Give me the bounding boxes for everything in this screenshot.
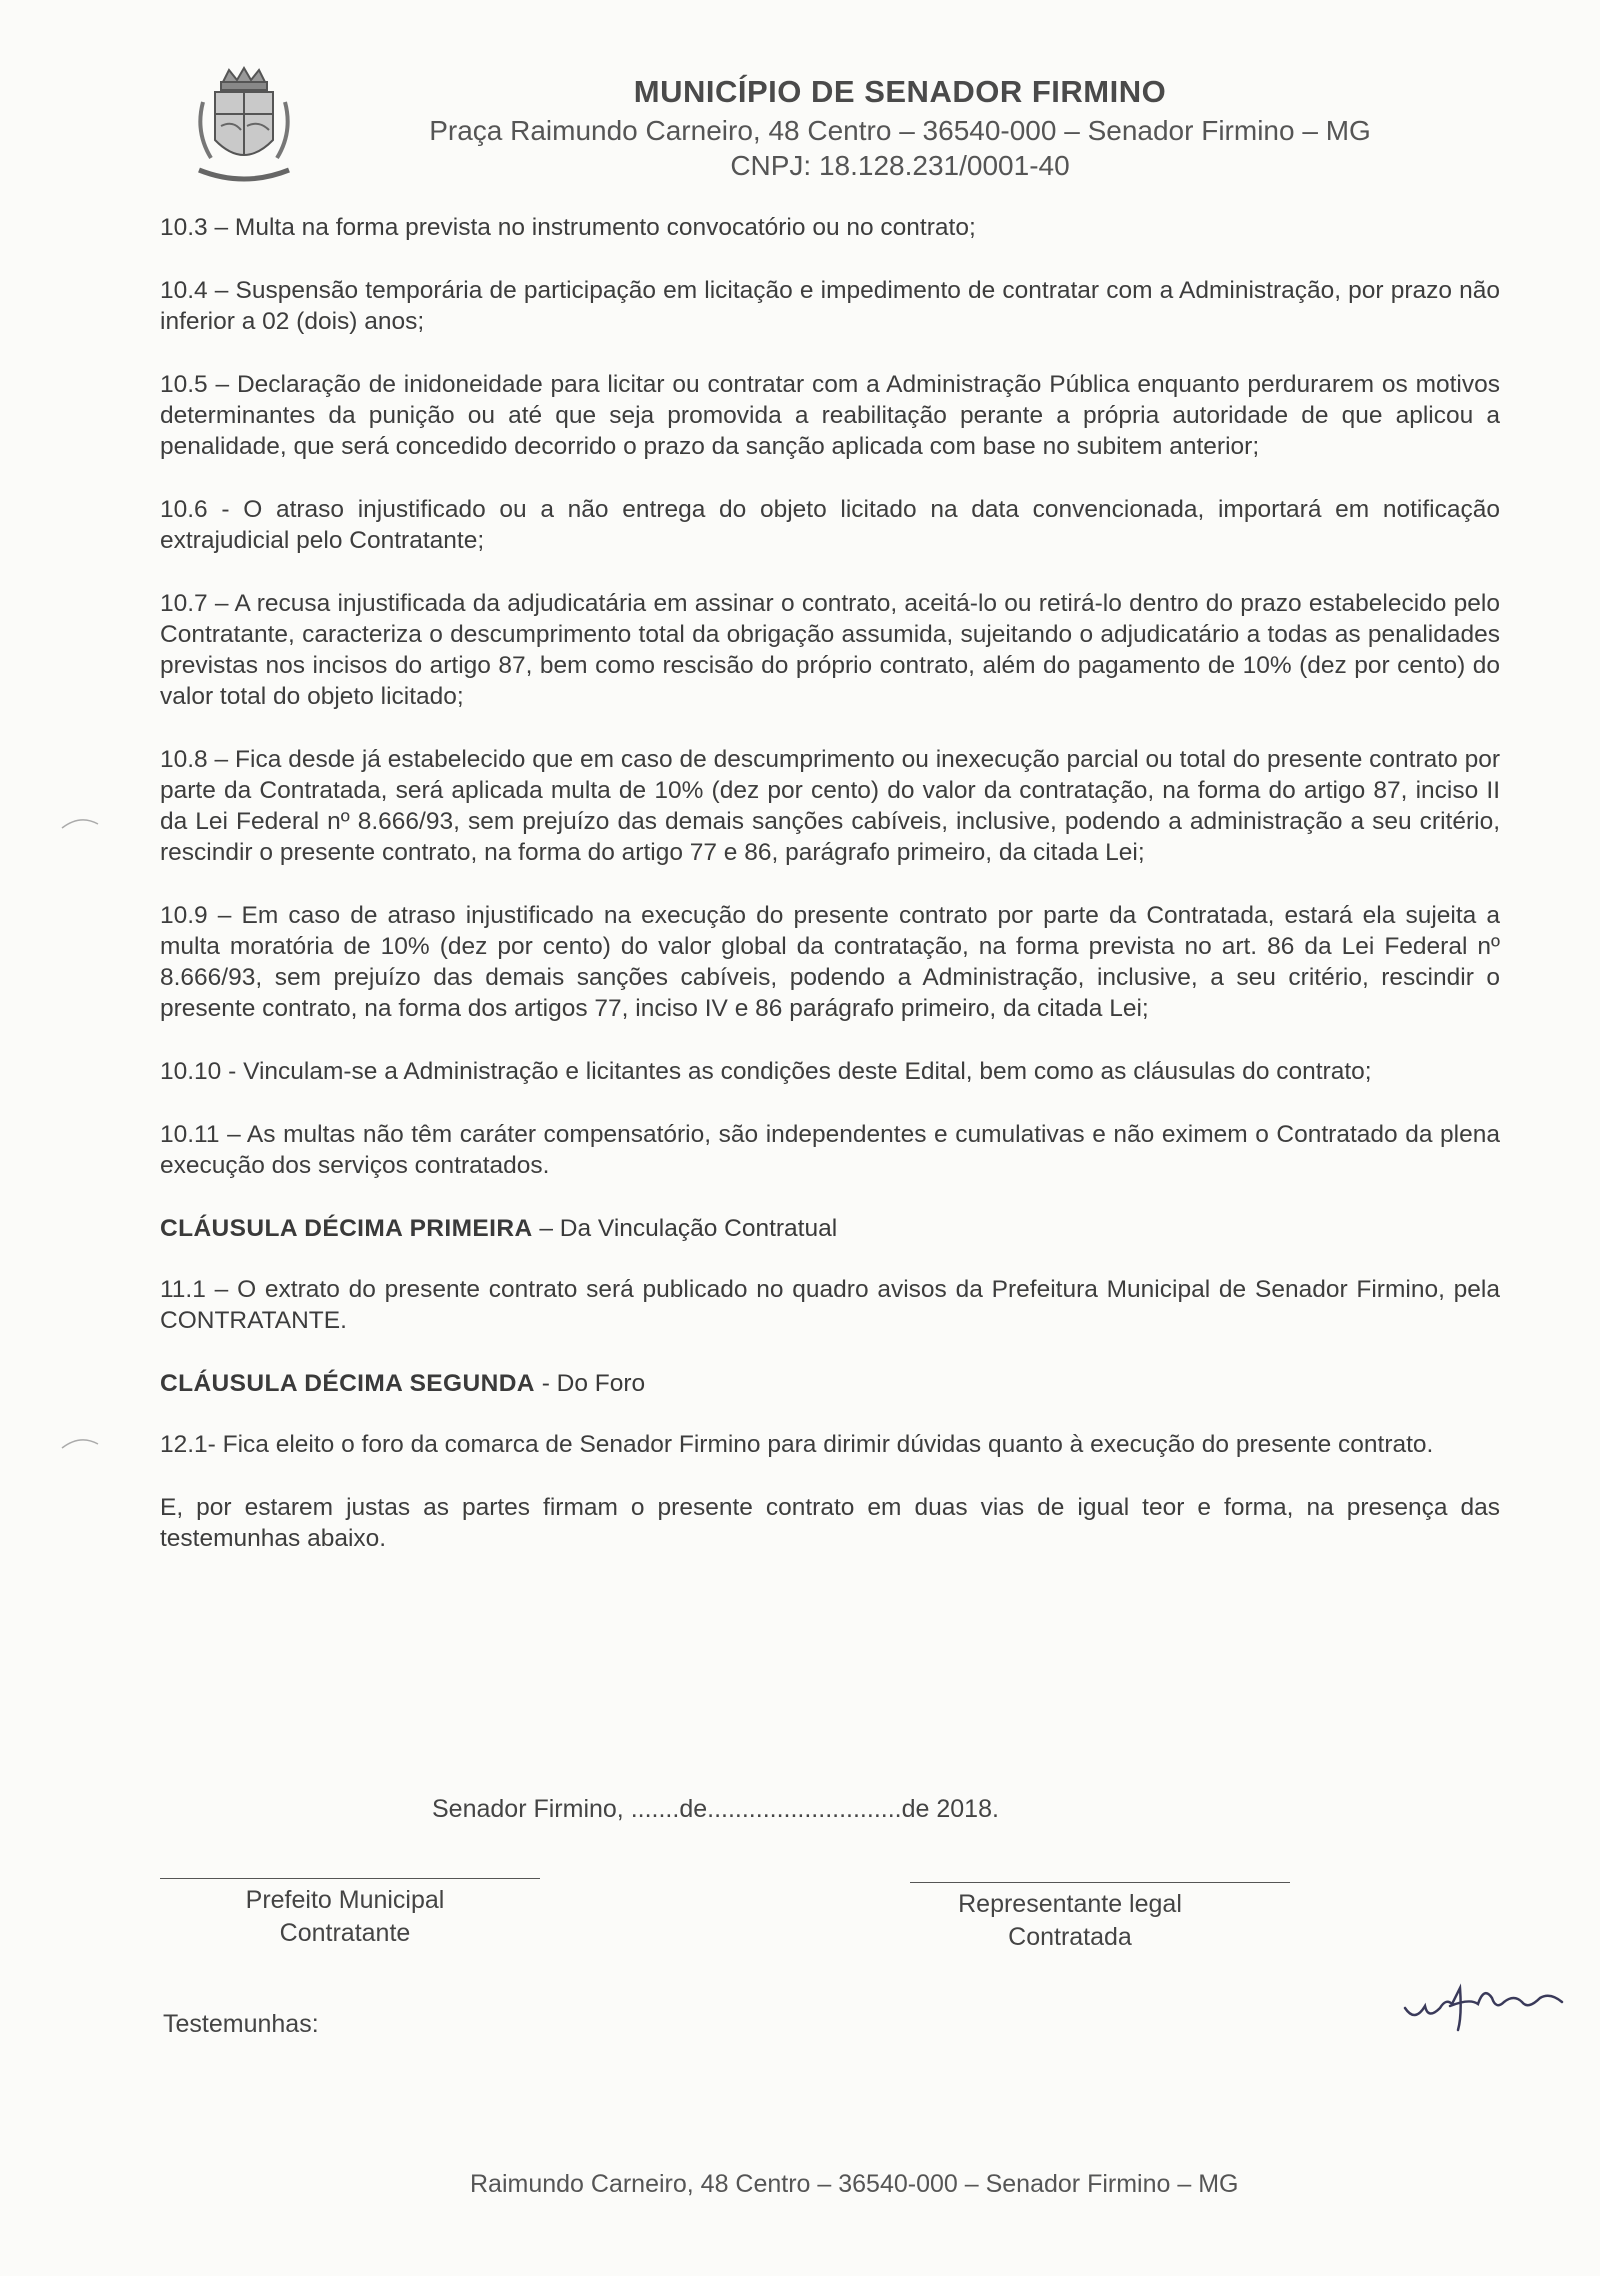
municipality-title: MUNICÍPIO DE SENADOR FIRMINO bbox=[633, 74, 1167, 109]
signature-party-contratante: Contratante bbox=[279, 1919, 411, 1947]
scan-hole-mark-icon bbox=[60, 1432, 100, 1452]
paragraph-12-1: 12.1- Fica eleito o foro da comarca de Senador Firmino para dirimir dúvidas quanto à execução do presente contrato. bbox=[160, 1431, 1434, 1458]
signature-line-contratada bbox=[910, 1882, 1290, 1883]
signature-block-contratante bbox=[190, 1884, 500, 1950]
municipality-address: Praça Raimundo Carneiro, 48 Centro – 36540-000 – Senador Firmino – MG bbox=[429, 115, 1371, 146]
clause-eleventh-heading bbox=[160, 1213, 1500, 1244]
paragraph-11-1: 11.1 – O extrato do presente contrato será publicado no quadro avisos da Prefeitura Municipal de Senador Firmino, pela CONTRATANTE. bbox=[160, 1276, 1500, 1334]
signature-role-representante: Representante legal bbox=[958, 1890, 1182, 1918]
clause-twelfth-subtitle: - Do Foro bbox=[534, 1370, 646, 1397]
clause-eleventh-subtitle: – Da Vinculação Contratual bbox=[532, 1215, 838, 1242]
municipality-cnpj: CNPJ: 18.128.231/0001-40 bbox=[730, 150, 1070, 181]
signature-party-contratada: Contratada bbox=[1008, 1923, 1132, 1951]
paragraph-10-4: 10.4 – Suspensão temporária de participação em licitação e impedimento de contratar com a Administração, por prazo não inferior a 02 (dois) anos; bbox=[160, 277, 1500, 335]
contract-body bbox=[160, 212, 1500, 1586]
paragraph-10-6: 10.6 - O atraso injustificado ou a não entrega do objeto licitado na data convencionada, importará em notificação extrajudicial pelo Contratante; bbox=[160, 496, 1500, 554]
signature-role-prefeito: Prefeito Municipal bbox=[245, 1886, 445, 1914]
paragraph-10-11: 10.11 – As multas não têm caráter compensatório, são independentes e cumulativas e não eximem o Contratado da plena execução dos serviços contratados. bbox=[160, 1121, 1500, 1179]
signature-line-contratante bbox=[160, 1878, 540, 1879]
signing-date-line: Senador Firmino, .......de............................de 2018. bbox=[432, 1795, 999, 1823]
witnesses-label: Testemunhas: bbox=[163, 2010, 319, 2038]
paragraph-10-8: 10.8 – Fica desde já estabelecido que em caso de descumprimento ou inexecução parcial ou total do presente contrato por parte da Contratada, será aplicada multa de 10% (dez por cento) do valor da contratação, na forma do artigo 87, inciso II da Lei Federal nº 8.666/93, sem prejuízo das demais sanções cabíveis, inclusive, podendo a administração a seu critério, rescindir o presente contrato, na forma do artigo 77 e 86, parágrafo primeiro, da citada Lei; bbox=[160, 746, 1500, 866]
paragraph-10-7: 10.7 – A recusa injustificada da adjudicatária em assinar o contrato, aceitá-lo ou retirá-lo dentro do prazo estabelecido pelo Contratante, caracteriza o descumprimento total da obrigação assumida, sujeitando o adjudicatário a todas as penalidades previstas nos incisos do artigo 87, bem como rescisão do próprio contrato, além do pagamento de 10% (dez por cento) do valor total do objeto licitado; bbox=[160, 590, 1500, 710]
page-footer-address: Raimundo Carneiro, 48 Centro – 36540-000 – Senador Firmino – MG bbox=[470, 2170, 1239, 2198]
clause-eleventh-title: CLÁUSULA DÉCIMA PRIMEIRA bbox=[160, 1215, 533, 1242]
municipal-coat-of-arms-icon bbox=[185, 62, 303, 192]
clause-twelfth-heading bbox=[160, 1368, 1500, 1399]
handwritten-rubric-icon bbox=[1400, 1968, 1570, 2038]
paragraph-10-9: 10.9 – Em caso de atraso injustificado na execução do presente contrato por parte da Contratada, estará ela sujeita a multa moratória de 10% (dez por cento) do valor global da contratação, na forma prevista no art. 86 da Lei Federal nº 8.666/93, sem prejuízo das demais sanções cabíveis, podendo a Administração, inclusive, a seu critério, rescindir o presente contrato, na forma dos artigos 77, inciso IV e 86 parágrafo primeiro, da citada Lei; bbox=[160, 902, 1500, 1022]
signature-block-contratada bbox=[910, 1888, 1230, 1954]
scan-hole-mark-icon bbox=[60, 812, 100, 832]
paragraph-10-5: 10.5 – Declaração de inidoneidade para licitar ou contratar com a Administração Pública enquanto perdurarem os motivos determinantes da punição ou até que seja promovida a reabilitação perante a própria autoridade de que aplicou a penalidade, que será concedido decorrido o prazo da sanção aplicada com base no subitem anterior; bbox=[160, 371, 1500, 460]
paragraph-10-3: 10.3 – Multa na forma prevista no instrumento convocatório ou no contrato; bbox=[160, 214, 976, 241]
clause-twelfth-title: CLÁUSULA DÉCIMA SEGUNDA bbox=[160, 1370, 535, 1397]
closing-paragraph: E, por estarem justas as partes firmam o presente contrato em duas vias de igual teor e forma, na presença das testemunhas abaixo. bbox=[160, 1494, 1500, 1552]
paragraph-10-10: 10.10 - Vinculam-se a Administração e licitantes as condições deste Edital, bem como as cláusulas do contrato; bbox=[160, 1058, 1372, 1085]
